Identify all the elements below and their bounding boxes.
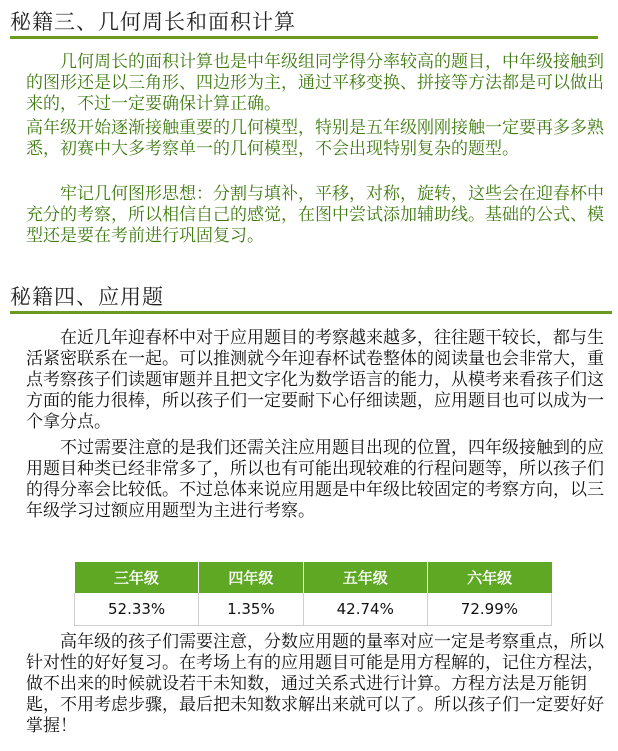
section4-underline: [10, 311, 612, 314]
header-grade-5: 五年级: [303, 562, 427, 593]
section4-paragraph-2: 不过需要注意的是我们还需关注应用题目出现的位置，四年级接触到的应用题目种类已经非常多了，所以也有可能出现较难的行程问题等，所以孩子们的得分率会比较低。不过总体来说应用题是中年级比较固定的考察方向，以三年级学习过额应用题型为主进行考察。: [26, 438, 604, 521]
value-grade-4: 1.35%: [199, 593, 303, 626]
section3-title: 秘籍三、几何周长和面积计算: [10, 10, 296, 34]
section4-title: 秘籍四、应用题: [10, 285, 164, 309]
header-grade-3: 三年级: [75, 562, 199, 593]
section3-paragraph-2: 高年级开始逐渐接触重要的几何模型，特别是五年级刚刚接触一定要再多多熟悉，初赛中大多考察单一的几何模型，不会出现特别复杂的题型。: [26, 118, 604, 159]
section3-underline: [10, 36, 598, 39]
value-grade-5: 42.74%: [303, 593, 427, 626]
table-header-row: [75, 562, 552, 593]
section3-paragraph-3: 牢记几何图形思想：分割与填补，平移，对称，旋转，这些会在迎春杯中充分的考察，所以相信自己的感觉，在图中尝试添加辅助线。基础的公式、模型还是要在考前进行巩固复习。: [26, 184, 604, 246]
value-grade-6: 72.99%: [427, 593, 551, 626]
value-grade-3: 52.33%: [75, 593, 199, 626]
section4-paragraph-1: 在近几年迎春杯中对于应用题目的考察越来越多，往往题干较长，都与生活紧密联系在一起。可以推测就今年迎春杯试卷整体的阅读量也会非常大，重点考察孩子们读题审题并且把文字化为数学语言的能力，从模考来看孩子们这方面的能力很棒，所以孩子们一定要耐下心仔细读题，应用题目也可以成为一个拿分点。: [26, 328, 604, 432]
section3-paragraph-1: 几何周长的面积计算也是中年级组同学得分率较高的题目，中年级接触到的图形还是以三角形、四边形为主，通过平移变换、拼接等方法都是可以做出来的，不过一定要确保计算正确。: [26, 52, 604, 114]
header-grade-4: 四年级: [199, 562, 303, 593]
table-row: [75, 593, 552, 626]
grade-score-table: [74, 562, 552, 626]
header-grade-6: 六年级: [427, 562, 551, 593]
section4-closing-paragraph: 高年级的孩子们需要注意，分数应用题的量率对应一定是考察重点，所以针对性的好好复习。在考场上有的应用题目可能是用方程解的，记住方程法，做不出来的时候就设若干未知数，通过关系式进行计算。方程方法是万能钥匙，不用考虑步骤，最后把未知数求解出来就可以了。所以孩子们一定要好好掌握！: [26, 632, 604, 736]
